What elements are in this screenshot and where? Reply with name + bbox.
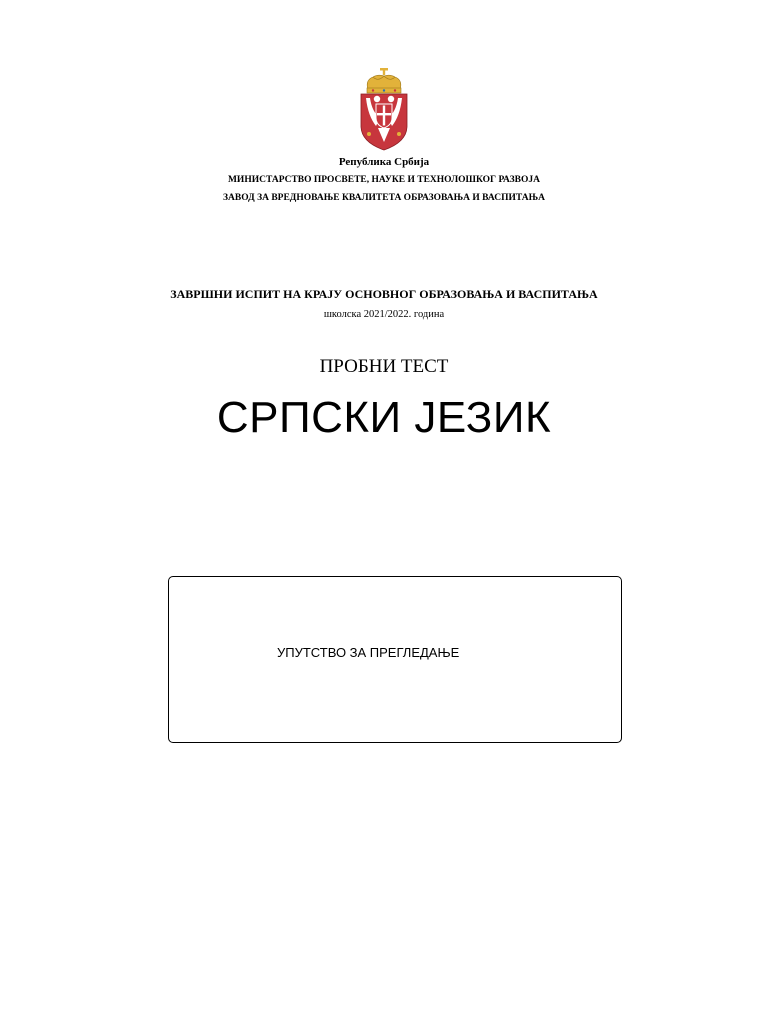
crown-icon xyxy=(367,68,401,93)
republic-name: Република Србија xyxy=(338,156,430,168)
exam-title: ЗАВРШНИ ИСПИТ НА КРАЈУ ОСНОВНОГ ОБРАЗОВАЊА И ВАСПИТАЊА xyxy=(170,287,598,301)
instructions-label: УПУТСТВО ЗА ПРЕГЛЕДАЊЕ xyxy=(277,645,460,660)
subject-title: СРПСКИ ЈЕЗИК xyxy=(216,393,552,442)
serbia-coat-of-arms-icon xyxy=(356,68,412,152)
institute-name: ЗАВОД ЗА ВРЕДНОВАЊЕ КВАЛИТЕТА ОБРАЗОВАЊА И ВАСПИТАЊА xyxy=(223,193,545,203)
test-type: ПРОБНИ ТЕСТ xyxy=(319,356,449,377)
eagle-shield-icon xyxy=(361,94,407,150)
ministry-name: МИНИСТАРСТВО ПРОСВЕТЕ, НАУКЕ И ТЕХНОЛОШКОГ РАЗВОЈА xyxy=(227,175,541,185)
instructions-box xyxy=(168,576,622,743)
school-year: школска 2021/2022. година xyxy=(323,309,445,320)
